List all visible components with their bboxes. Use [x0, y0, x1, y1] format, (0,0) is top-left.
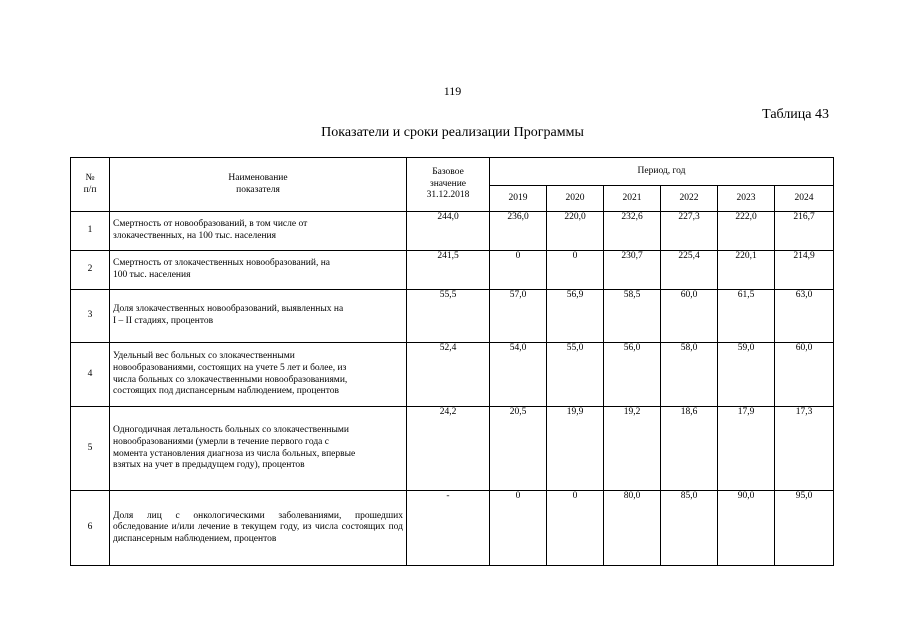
table-title: Показатели и сроки реализации Программы — [321, 125, 584, 140]
table-body — [71, 212, 834, 566]
row-number: 6 — [71, 491, 110, 566]
year-value: 61,5 — [718, 290, 775, 343]
header-year: 2023 — [718, 186, 775, 212]
header-indicator-name: Наименование показателя — [110, 158, 407, 212]
year-value: 222,0 — [718, 212, 775, 251]
table-row — [71, 407, 834, 491]
year-value: 56,0 — [604, 343, 661, 407]
year-value: 95,0 — [775, 491, 834, 566]
header-year: 2024 — [775, 186, 834, 212]
table-row — [71, 251, 834, 290]
year-value: 90,0 — [718, 491, 775, 566]
indicator-name: Одногодичная летальность больных со злокачественными новообразованиями (умерли в течение первого года с момента установления диагноза из числа больных, впервые взятых на учет в предыдущем году), процентов — [110, 407, 407, 491]
indicator-name: Смертность от злокачественных новообразований, на 100 тыс. населения — [110, 251, 407, 290]
header-year: 2020 — [547, 186, 604, 212]
table-label: Таблица 43 — [762, 107, 829, 122]
indicator-name: Доля злокачественных новообразований, выявленных на I – II стадиях, процентов — [110, 290, 407, 343]
year-value: 60,0 — [661, 290, 718, 343]
indicator-name: Удельный вес больных со злокачественными новообразованиями, состоящих на учете 5 лет и более, из числа больных со злокачественными новообразованиями, состоящих под диспансерным наблюдением, процентов — [110, 343, 407, 407]
year-value: 17,9 — [718, 407, 775, 491]
header-number: № п/п — [71, 158, 110, 212]
year-value: 17,3 — [775, 407, 834, 491]
table-header — [71, 158, 834, 212]
year-value: 0 — [490, 251, 547, 290]
row-number: 2 — [71, 251, 110, 290]
year-value: 214,9 — [775, 251, 834, 290]
year-value: 0 — [547, 251, 604, 290]
year-value: 85,0 — [661, 491, 718, 566]
table-row — [71, 491, 834, 566]
table-row — [71, 343, 834, 407]
year-value: 59,0 — [718, 343, 775, 407]
year-value: 227,3 — [661, 212, 718, 251]
header-year: 2021 — [604, 186, 661, 212]
row-number: 3 — [71, 290, 110, 343]
year-value: 216,7 — [775, 212, 834, 251]
year-value: 63,0 — [775, 290, 834, 343]
year-value: 0 — [490, 491, 547, 566]
base-value: - — [407, 491, 490, 566]
header-base-value: Базовое значение 31.12.2018 — [407, 158, 490, 212]
year-value: 56,9 — [547, 290, 604, 343]
year-value: 55,0 — [547, 343, 604, 407]
year-value: 220,0 — [547, 212, 604, 251]
base-value: 52,4 — [407, 343, 490, 407]
year-value: 58,5 — [604, 290, 661, 343]
indicators-table — [70, 157, 834, 566]
year-value: 232,6 — [604, 212, 661, 251]
year-value: 225,4 — [661, 251, 718, 290]
year-value: 236,0 — [490, 212, 547, 251]
header-year: 2019 — [490, 186, 547, 212]
year-value: 57,0 — [490, 290, 547, 343]
year-value: 20,5 — [490, 407, 547, 491]
year-value: 0 — [547, 491, 604, 566]
base-value: 244,0 — [407, 212, 490, 251]
row-number: 1 — [71, 212, 110, 251]
header-period: Период, год — [490, 158, 834, 186]
indicator-name: Смертность от новообразований, в том числе от злокачественных, на 100 тыс. населения — [110, 212, 407, 251]
table-row — [71, 212, 834, 251]
year-value: 19,9 — [547, 407, 604, 491]
year-value: 19,2 — [604, 407, 661, 491]
year-value: 58,0 — [661, 343, 718, 407]
header-year: 2022 — [661, 186, 718, 212]
indicator-name: Доля лиц с онкологическими заболеваниями, прошедших обследование и/или лечение в текущем году, из числа состоящих под диспансерным наблюдением, процентов — [110, 491, 407, 566]
base-value: 241,5 — [407, 251, 490, 290]
year-value: 220,1 — [718, 251, 775, 290]
year-value: 230,7 — [604, 251, 661, 290]
year-value: 18,6 — [661, 407, 718, 491]
table-row — [71, 290, 834, 343]
year-value: 54,0 — [490, 343, 547, 407]
base-value: 55,5 — [407, 290, 490, 343]
row-number: 4 — [71, 343, 110, 407]
row-number: 5 — [71, 407, 110, 491]
base-value: 24,2 — [407, 407, 490, 491]
page-number: 119 — [443, 84, 462, 98]
year-value: 80,0 — [604, 491, 661, 566]
year-value: 60,0 — [775, 343, 834, 407]
